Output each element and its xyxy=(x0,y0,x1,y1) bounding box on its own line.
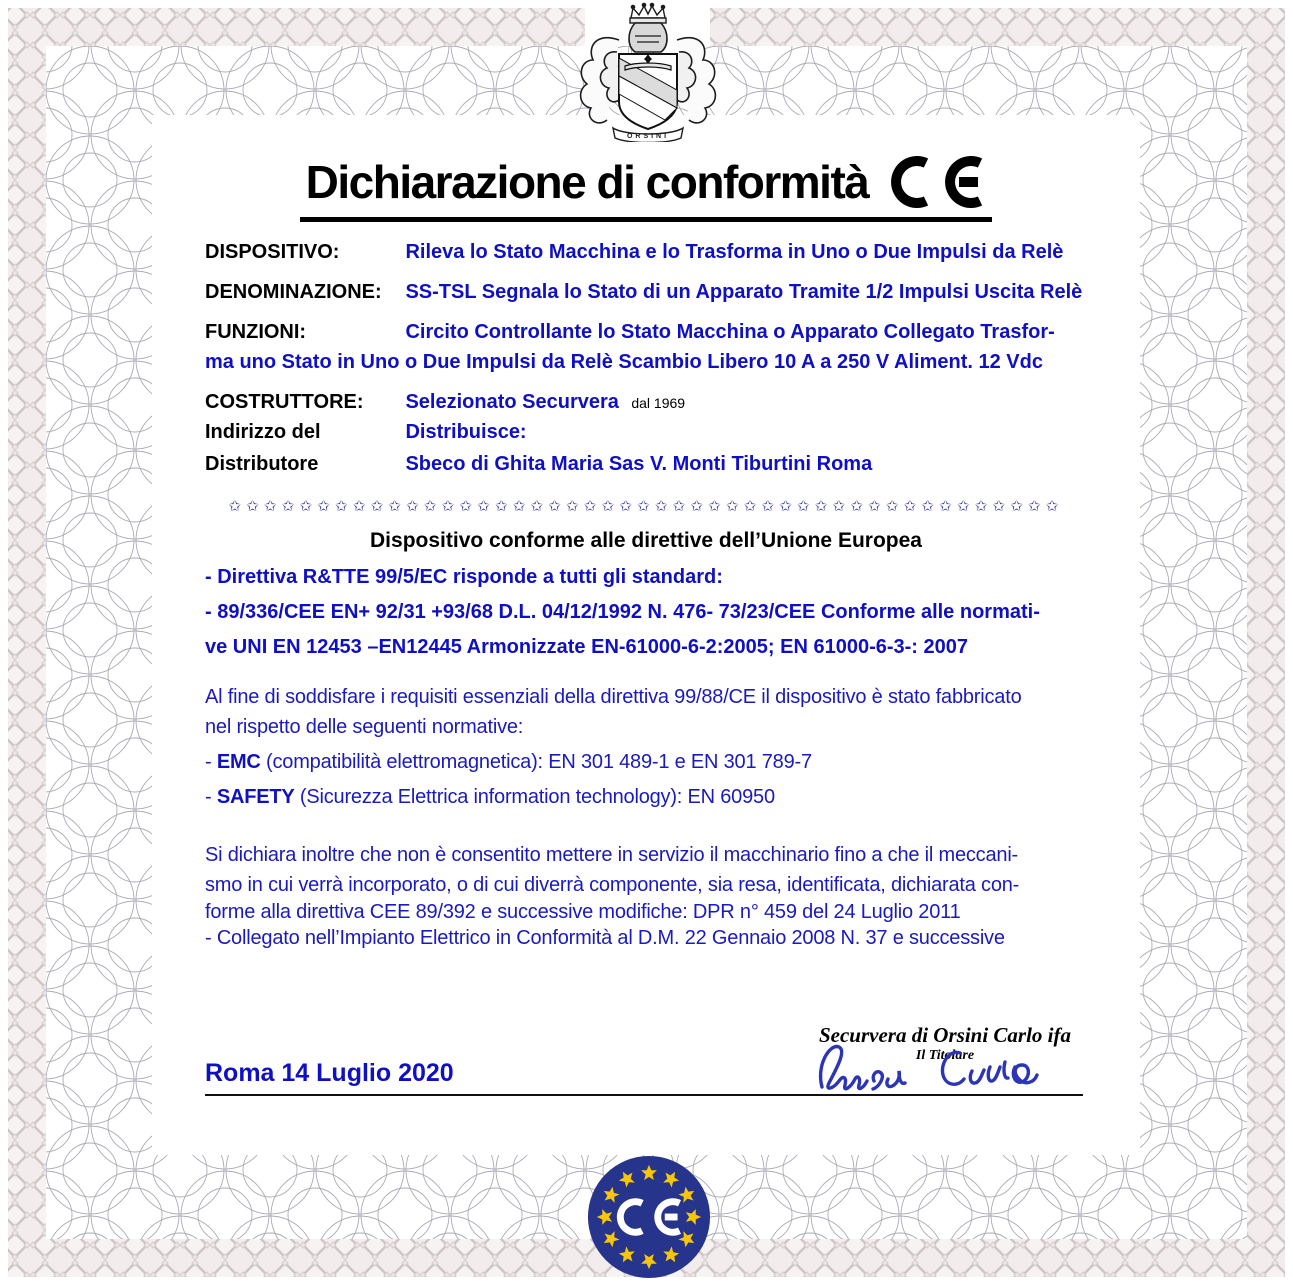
date-place: Roma 14 Luglio 2020 xyxy=(205,1059,454,1087)
declaration-line-1: Si dichiara inoltre che non è consentito mettere in servizio il macchinario fino a che il meccani- xyxy=(205,844,1019,866)
conformity-heading: Dispositivo conforme alle direttive dell’Unione Europea xyxy=(370,529,922,552)
declaration-line-3: forme alla direttiva CEE 89/392 e successive modifiche: DPR n° 459 del 24 Luglio 2011 xyxy=(205,901,961,923)
crest-banner-text: ORSINI xyxy=(626,133,670,140)
distributor-row-2 xyxy=(205,453,872,476)
certificate-body xyxy=(152,115,1140,1155)
field-label-dispositivo: DISPOSITIVO: xyxy=(205,241,340,263)
safety-dash: - xyxy=(205,786,217,808)
distribuisce-label: Distribuisce: xyxy=(405,421,527,443)
declaration-line-4: - Collegato nell’Impianto Elettrico in Conformità al D.M. 22 Gennaio 2008 N. 37 e successive xyxy=(205,927,1005,949)
eu-ce-emblem-icon xyxy=(585,1153,713,1281)
field-label-funzioni: FUNZIONI: xyxy=(205,321,307,343)
emc-rest: (compatibilità elettromagnetica): EN 301 489-1 e EN 301 789-7 xyxy=(260,751,812,773)
directive-line-3: ve UNI EN 12453 –EN12445 Armonizzate EN-61000-6-2:2005; EN 61000-6-3-: 2007 xyxy=(205,636,968,658)
costruttore-row xyxy=(205,391,685,414)
emc-dash: - xyxy=(205,751,217,773)
directive-line-2: - 89/336/CEE EN+ 92/31 +93/68 D.L. 04/12/1992 N. 476- 73/23/CEE Conforme alle normati- xyxy=(205,601,1040,623)
distributor-row-1 xyxy=(205,421,527,444)
signature-role: Il Titolare xyxy=(915,1048,975,1063)
orsini-crest-icon xyxy=(567,2,729,142)
field-row-funzioni xyxy=(205,321,1055,344)
safety-label: SAFETY xyxy=(216,786,295,808)
field-value-denominazione: SS-TSL Segnala lo Stato di un Apparato Tramite 1/2 Impulsi Uscita Relè xyxy=(405,281,1083,303)
safety-line xyxy=(205,786,775,809)
compliance-intro-1: Al fine di soddisfare i requisiti essenziali della direttiva 99/88/CE il dispositivo è stato fabbricato xyxy=(205,686,1022,708)
distributor-value: Sbeco di Ghita Maria Sas V. Monti Tiburtini Roma xyxy=(405,453,873,475)
field-row-denominazione xyxy=(205,281,1082,304)
emc-line xyxy=(205,751,812,774)
ce-mark-icon xyxy=(882,155,986,209)
costruttore-label: COSTRUTTORE: xyxy=(205,391,364,413)
stars-separator: ✩✩✩✩✩✩✩✩✩✩✩✩✩✩✩✩✩✩✩✩✩✩✩✩✩✩✩✩✩✩✩✩✩✩✩✩✩✩✩✩✩✩✩✩✩✩✩ xyxy=(228,498,1064,515)
safety-rest: (Sicurezza Elettrica information technology): EN 60950 xyxy=(294,786,775,808)
emc-label: EMC xyxy=(216,751,261,773)
indirizzo-label: Indirizzo del xyxy=(205,421,321,443)
costruttore-since: dal 1969 xyxy=(631,395,686,411)
declaration-line-2: smo in cui verrà incorporato, o di cui diverrà componente, sia resa, identificata, dichiarata con- xyxy=(205,874,1020,896)
page-title: Dichiarazione di conformità xyxy=(305,156,869,208)
signature-company: Securvera di Orsini Carlo ifa xyxy=(818,1023,1072,1047)
directive-line-1: - Direttiva R&TTE 99/5/EC risponde a tutti gli standard: xyxy=(205,566,723,588)
field-value-funzioni: Circito Controllante lo Stato Macchina o Apparato Collegato Trasfor- xyxy=(405,321,1055,343)
funzioni-continuation: ma uno Stato in Uno o Due Impulsi da Relè Scambio Libero 10 A a 250 V Aliment. 12 Vdc xyxy=(205,351,1043,373)
field-value-dispositivo: Rileva lo Stato Macchina e lo Trasforma in Uno o Due Impulsi da Relè xyxy=(405,241,1064,263)
compliance-intro-2: nel rispetto delle seguenti normative: xyxy=(205,716,524,738)
field-row-dispositivo xyxy=(205,241,1063,264)
field-label-denominazione: DENOMINAZIONE: xyxy=(205,281,382,303)
title-row xyxy=(152,155,1140,222)
costruttore-value: Selezionato Securvera xyxy=(405,391,619,413)
signature-scribble xyxy=(812,1037,1042,1099)
distributore-label: Distributore xyxy=(205,453,319,475)
